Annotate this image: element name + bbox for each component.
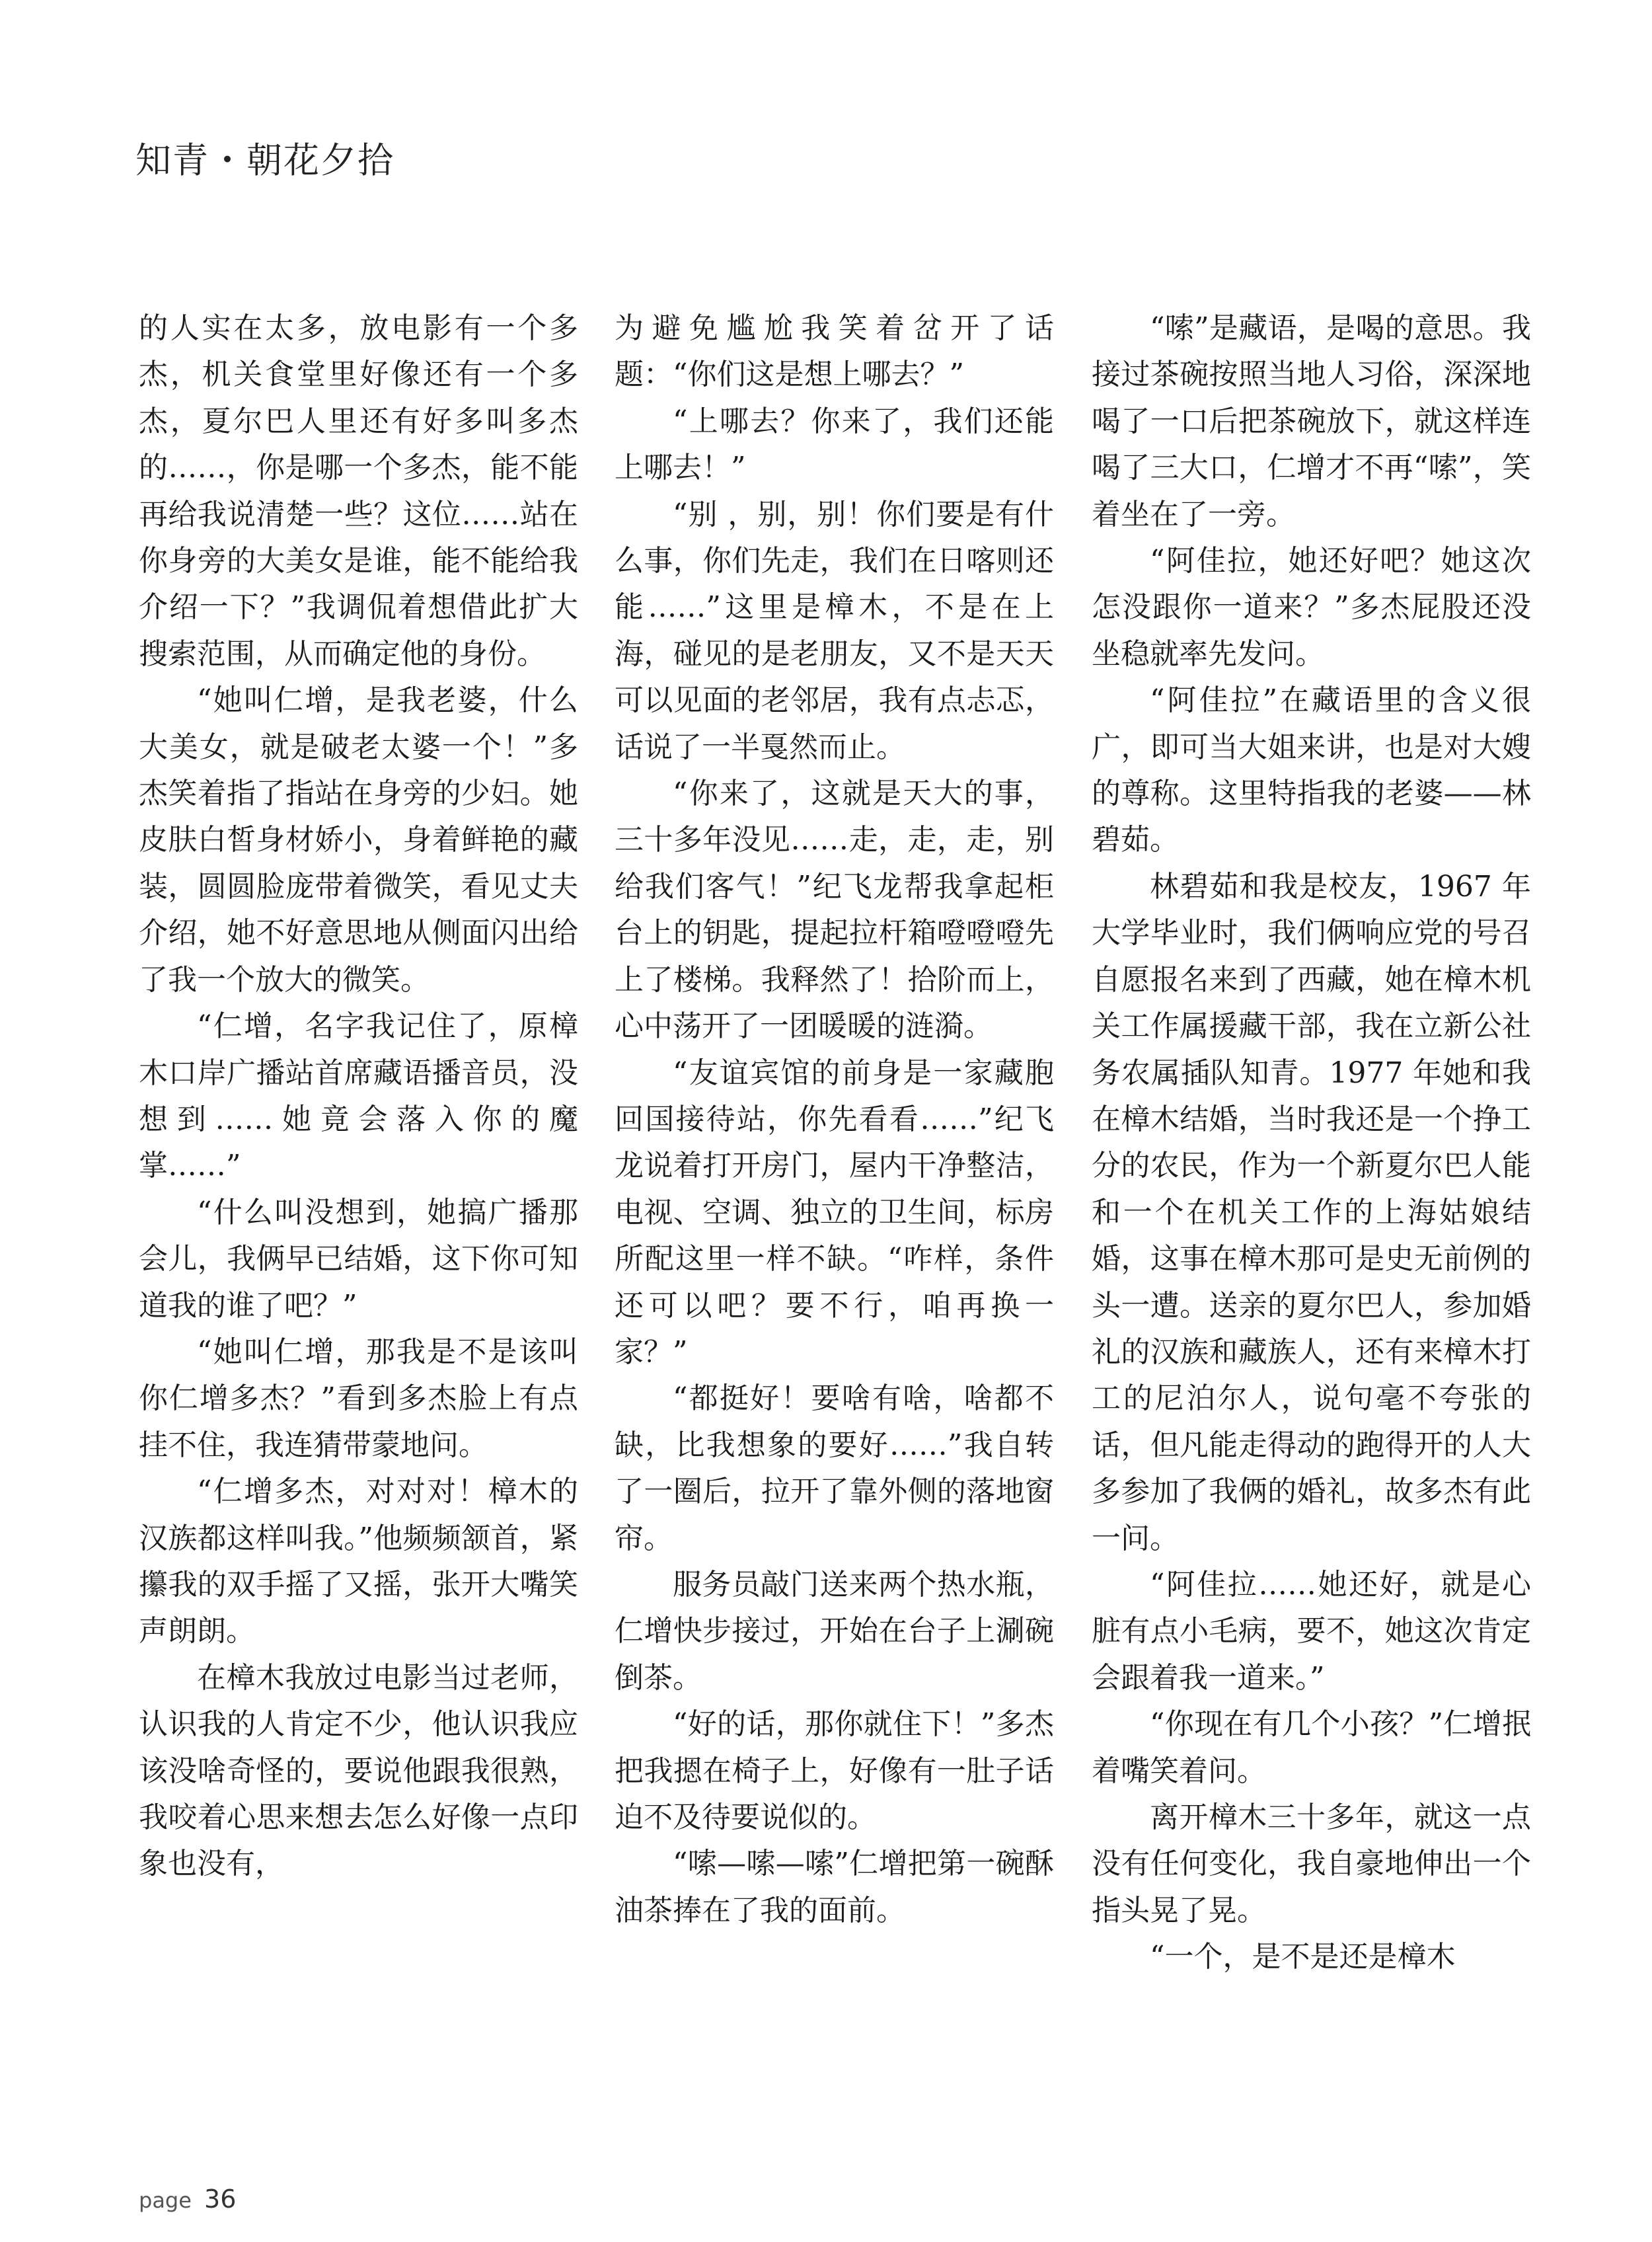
- paragraph: “什么叫没想到，她搞广播那会儿，我俩早已结婚，这下你可知道我的谁了吧？”: [139, 1195, 578, 1323]
- paragraph: “上哪去？你来了，我们还能上哪去！”: [615, 404, 1054, 485]
- paragraph: “嗦”是藏语，是喝的意思。我接过茶碗按照当地人习俗，深深地喝了一口后把茶碗放下，就这样连喝了三大口，仁增才不再“嗦”，笑着坐在了一旁。: [1092, 311, 1531, 531]
- paragraph: “友谊宾馆的前身是一家藏胞回国接待站，你先看看……”纪飞龙说着打开房门，屋内干净整洁，电视、空调、独立的卫生间，标房所配这里一样不缺。“咋样，条件还可以吧？要不行，咱再换一家？”: [615, 1056, 1054, 1369]
- paragraph: “阿佳拉”在藏语里的含义很广，即可当大姐来讲，也是对大嫂的尊称。这里特指我的老婆——林碧茹。: [1092, 683, 1531, 857]
- paragraph: 林碧茹和我是校友，1967 年大学毕业时，我们俩响应党的号召自愿报名来到了西藏，她在樟木机关工作属援藏干部，我在立新公社务农属插队知青。1977 年她和我在樟木结婚，当时我还是一个挣工分的农民，作为一个新夏尔巴人能和一个在机关工作的上海姑娘结婚，这事在樟木那可是史无前例的头一遭。送亲的夏尔巴人，参加婚礼的汉族和藏族人，还有来樟木打工的尼泊尔人，说句毫不夸张的话，但凡能走得动的跑得开的人大多参加了我俩的婚礼，故多杰有此一问。: [1092, 869, 1531, 1555]
- paragraph: “阿佳拉……她还好，就是心脏有点小毛病，要不，她这次肯定会跟着我一道来。”: [1092, 1567, 1531, 1695]
- paragraph: “你来了，这就是天大的事，三十多年没见……走，走，走，别给我们客气！”纪飞龙帮我拿起柜台上的钥匙，提起拉杆箱噔噔噔先上了楼梯。我释然了！拾阶而上，心中荡开了一团暖暖的涟漪。: [615, 777, 1054, 1044]
- page-label: page: [139, 2188, 192, 2213]
- page-footer: [139, 2184, 236, 2214]
- paragraph: “别 ，别，别！你们要是有什么事，你们先走，我们在日喀则还能……”这里是樟木，不是在上海，碰见的是老朋友，又不是天天可以见面的老邻居，我有点忐忑，话说了一半戛然而止。: [615, 497, 1054, 764]
- paragraph: “她叫仁增，是我老婆，什么大美女，就是破老太婆一个！”多杰笑着指了指站在身旁的少妇。她皮肤白皙身材娇小，身着鲜艳的藏装，圆圆脸庞带着微笑，看见丈夫介绍，她不好意思地从侧面闪出给了我一个放大的微笑。: [139, 683, 578, 997]
- text-column-1: [139, 305, 578, 1888]
- paragraph: 离开樟木三十多年，就这一点没有任何变化，我自豪地伸出一个指头晃了晃。: [1092, 1800, 1531, 1927]
- paragraph: “阿佳拉，她还好吧？她这次怎没跟你一道来？”多杰屁股还没坐稳就率先发问。: [1092, 544, 1531, 671]
- section-header: 知青・朝花夕拾: [135, 139, 394, 181]
- text-column-2: [615, 305, 1054, 1934]
- paragraph: “她叫仁增，那我是不是该叫你仁增多杰？”看到多杰脸上有点挂不住，我连猜带蒙地问。: [139, 1334, 578, 1462]
- paragraph: “都挺好！要啥有啥，啥都不缺，比我想象的要好……”我自转了一圈后，拉开了靠外侧的落地窗帘。: [615, 1381, 1054, 1555]
- paragraph: “仁增，名字我记住了，原樟木口岸广播站首席藏语播音员，没想到……她竟会落入你的魔掌……”: [139, 1009, 578, 1183]
- paragraph: “嗦—嗦—嗦”仁增把第一碗酥油茶捧在了我的面前。: [615, 1847, 1054, 1927]
- paragraph: 服务员敲门送来两个热水瓶，仁增快步接过，开始在台子上涮碗倒茶。: [615, 1567, 1054, 1695]
- paragraph: 的人实在太多，放电影有一个多杰，机关食堂里好像还有一个多杰，夏尔巴人里还有好多叫多杰的……，你是哪一个多杰，能不能再给我说清楚一些？这位……站在你身旁的大美女是谁，能不能给我介绍一下？”我调侃着想借此扩大搜索范围，从而确定他的身份。: [139, 311, 578, 671]
- paragraph: “好的话，那你就住下！”多杰把我摁在椅子上，好像有一肚子话迫不及待要说似的。: [615, 1707, 1054, 1834]
- paragraph: “一个，是不是还是樟木: [1150, 1940, 1456, 1974]
- paragraph: “你现在有几个小孩？”仁增抿着嘴笑着问。: [1092, 1707, 1531, 1788]
- paragraph: 为避免尴尬我笑着岔开了话题：“你们这是想上哪去？”: [615, 311, 1054, 392]
- paragraph: 在樟木我放过电影当过老师，认识我的人肯定不少，他认识我应该没啥奇怪的，要说他跟我很熟，我咬着心思来想去怎么好像一点印象也没有，: [139, 1660, 578, 1881]
- text-column-3: [1092, 305, 1531, 1981]
- page-number: 36: [204, 2184, 237, 2214]
- paragraph: “仁增多杰，对对对！樟木的汉族都这样叫我。”他频频颔首，紧攥我的双手摇了又摇，张开大嘴笑声朗朗。: [139, 1475, 578, 1648]
